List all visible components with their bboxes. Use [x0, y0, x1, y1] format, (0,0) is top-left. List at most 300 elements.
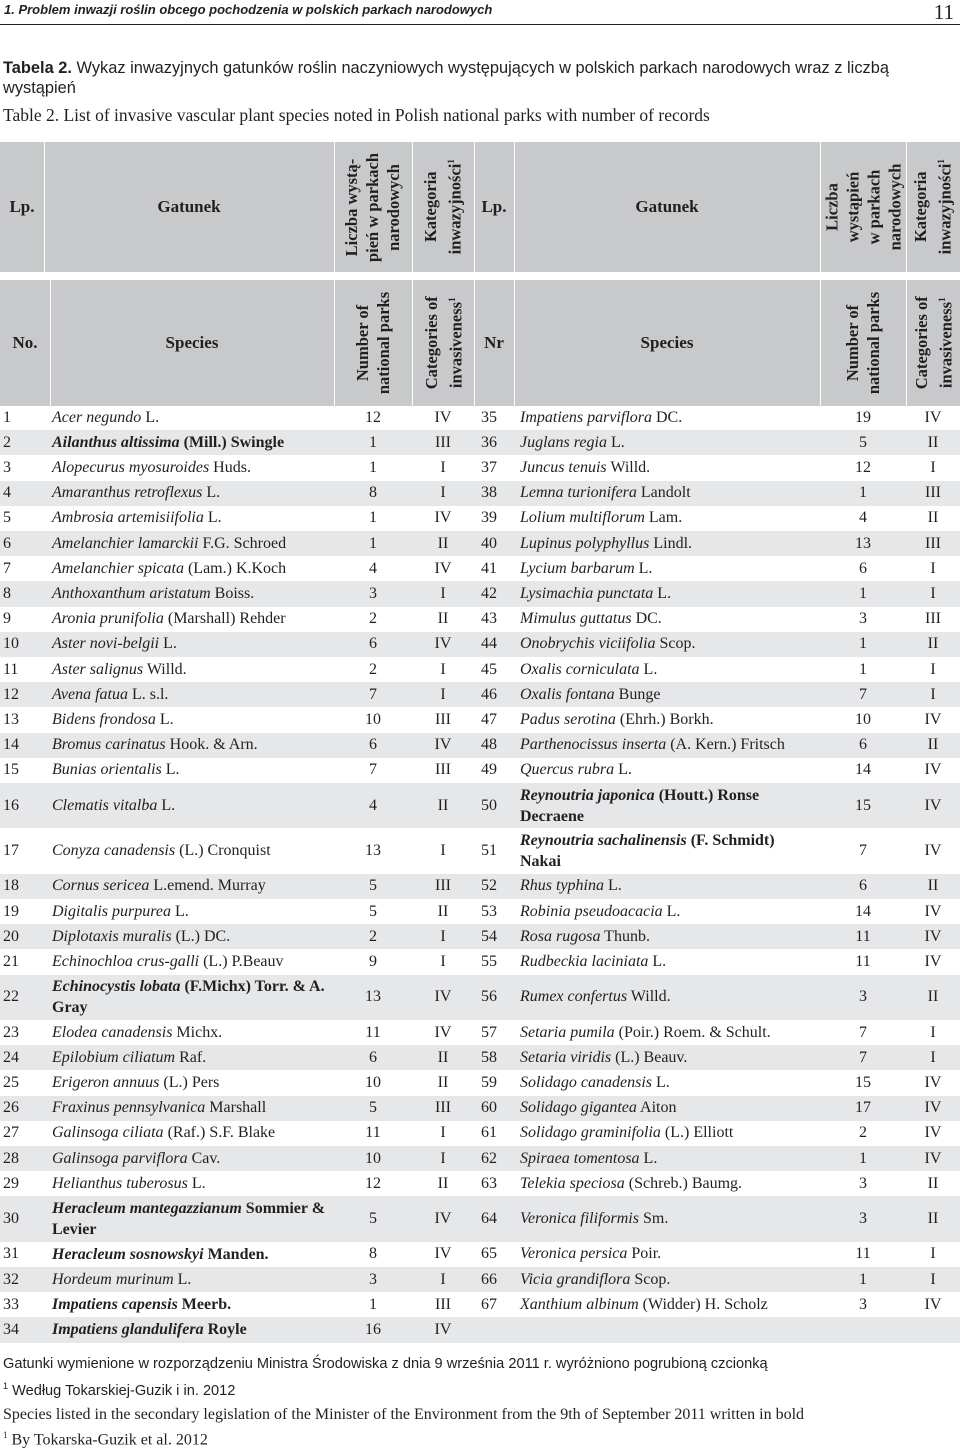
invasiveness-category-right: I	[930, 685, 936, 703]
table-row	[0, 682, 960, 707]
row-number-left: 30	[3, 1210, 19, 1228]
species-name-right: Lemna turionifera Landolt	[520, 484, 691, 502]
table-row	[0, 657, 960, 682]
table-row	[0, 1267, 960, 1292]
footnote-en-source: $^1$ By Tokarska-Guzik et al. 2012	[3, 1430, 208, 1449]
invasiveness-category-left: IV	[434, 559, 452, 577]
invasiveness-category-left: I	[440, 952, 446, 970]
invasiveness-category-left: I	[440, 584, 446, 602]
parks-count-right: 3	[859, 1174, 867, 1192]
invasiveness-category-left: III	[435, 761, 451, 779]
row-number-left: 5	[3, 509, 11, 527]
parks-count-right: 1	[859, 584, 867, 602]
row-number-left: 8	[3, 584, 11, 602]
table-row	[0, 828, 960, 873]
row-number-right: 36	[481, 433, 497, 451]
parks-count-right: 12	[855, 458, 871, 476]
parks-count-left: 1	[369, 534, 377, 552]
species-name-right: Solidago canadensis L.	[520, 1073, 670, 1091]
row-number-right: 54	[481, 927, 497, 945]
row-number-left: 14	[3, 736, 19, 754]
species-name-right: Lysimachia punctata L.	[520, 584, 672, 602]
table-row	[0, 733, 960, 758]
table-row	[0, 924, 960, 949]
species-name-right: Robinia pseudoacacia L.	[520, 902, 681, 920]
parks-count-right: 7	[859, 1048, 867, 1066]
row-number-left: 16	[3, 796, 19, 814]
row-number-left: 18	[3, 877, 19, 895]
row-number-left: 19	[3, 902, 19, 920]
parks-count-right: 17	[855, 1099, 871, 1117]
species-name-left: Amelanchier lamarckii F.G. Schroed	[52, 534, 287, 552]
species-name-left: Avena fatua L. s.l.	[52, 685, 169, 703]
species-name-left: Galinsoga parviflora Cav.	[52, 1149, 221, 1167]
invasiveness-category-right: I	[930, 1245, 936, 1263]
species-name-right: Veronica filiformis Sm.	[520, 1210, 669, 1228]
species-name-right: Oxalis fontana Bunge	[520, 685, 661, 703]
row-number-left: 10	[3, 635, 19, 653]
row-number-right: 67	[481, 1295, 497, 1313]
row-number-left: 1	[3, 408, 11, 426]
row-number-left: 29	[3, 1174, 19, 1192]
invasiveness-category-right: II	[927, 433, 939, 451]
species-name-right: Reynoutria sachalinensis (F. Schmidt) Nakai	[520, 832, 775, 871]
row-number-right: 40	[481, 534, 497, 552]
species-name-left: Erigeron annuus (L.) Pers	[52, 1073, 220, 1091]
invasiveness-category-right: IV	[924, 952, 942, 970]
invasiveness-category-right: II	[927, 509, 939, 527]
species-name-right: Lycium barbarum L.	[520, 559, 653, 577]
invasiveness-category-left: I	[440, 927, 446, 945]
header-nr: Nr	[484, 333, 504, 352]
row-number-left: 27	[3, 1124, 19, 1142]
invasiveness-category-left: I	[440, 660, 446, 678]
invasiveness-category-right: IV	[924, 1099, 942, 1117]
table-row	[0, 531, 960, 556]
parks-count-right: 1	[859, 1149, 867, 1167]
parks-count-right: 14	[855, 902, 871, 920]
table-row	[0, 1317, 960, 1342]
parks-count-right: 19	[855, 408, 871, 426]
table-row	[0, 874, 960, 899]
header-species-left: Species	[165, 333, 219, 352]
species-name-right: Telekia speciosa (Schreb.) Baumg.	[520, 1174, 743, 1192]
header-rule	[0, 24, 960, 25]
invasiveness-category-left: II	[437, 796, 449, 814]
row-number-right: 43	[481, 610, 497, 628]
row-number-left: 34	[3, 1320, 19, 1338]
parks-count-left: 10	[365, 1149, 381, 1167]
header-gatunek-right: Gatunek	[635, 197, 699, 216]
table-row	[0, 506, 960, 531]
parks-count-right: 7	[859, 842, 867, 860]
parks-count-right: 1	[859, 660, 867, 678]
invasiveness-category-right: IV	[924, 408, 942, 426]
invasiveness-category-right: I	[930, 1048, 936, 1066]
species-name-left: Impatiens glandulifera Royle	[52, 1321, 247, 1339]
species-name-right: Oxalis corniculata L.	[520, 660, 658, 678]
parks-count-left: 13	[365, 988, 381, 1006]
row-number-right: 44	[481, 635, 497, 653]
species-name-left: Alopecurus myosuroides Huds.	[52, 458, 251, 476]
parks-count-right: 11	[855, 952, 871, 970]
invasiveness-category-right: III	[925, 484, 941, 502]
parks-count-right: 1	[859, 635, 867, 653]
species-name-left: Bidens frondosa L.	[52, 710, 174, 728]
row-number-left: 3	[3, 458, 11, 476]
table-header-pl	[0, 142, 960, 272]
species-name-left: Digitalis purpurea L.	[52, 902, 189, 920]
page-number: 11	[933, 0, 954, 24]
parks-count-left: 1	[369, 1295, 377, 1313]
parks-count-right: 3	[859, 1210, 867, 1228]
row-number-left: 15	[3, 761, 19, 779]
invasiveness-category-left: IV	[434, 1023, 452, 1041]
caption-pl-text: Wykaz inwazyjnych gatunków roślin naczyniowych występujących w polskich parkach narodowych wraz z liczbą wystąpień	[3, 59, 889, 97]
header-kategoria-left: Kategoria inwazyjności$^1$	[421, 159, 465, 255]
species-name-left: Echinochloa crus-galli (L.) P.Beauv	[52, 952, 284, 970]
invasiveness-category-left: III	[435, 877, 451, 895]
table-row	[0, 632, 960, 657]
species-name-right: Veronica persica Poir.	[520, 1245, 662, 1263]
header-number-right: Number of national parks	[843, 291, 883, 395]
table-row	[0, 949, 960, 974]
table-row	[0, 899, 960, 924]
parks-count-right: 15	[855, 1073, 871, 1091]
parks-count-left: 2	[369, 610, 377, 628]
row-number-right: 42	[481, 584, 497, 602]
row-number-left: 26	[3, 1099, 19, 1117]
row-number-left: 23	[3, 1023, 19, 1041]
row-number-right: 65	[481, 1245, 497, 1263]
invasiveness-category-right: IV	[924, 1149, 942, 1167]
row-number-right: 57	[481, 1023, 497, 1041]
parks-count-right: 10	[855, 710, 871, 728]
species-name-right: Vicia grandiflora Scop.	[520, 1270, 671, 1288]
row-number-left: 6	[3, 534, 11, 552]
parks-count-left: 12	[365, 1174, 381, 1192]
table-row	[0, 481, 960, 506]
species-name-right: Rhus typhina L.	[520, 877, 622, 895]
species-name-left: Conyza canadensis (L.) Cronquist	[52, 842, 271, 860]
parks-count-right: 6	[859, 559, 867, 577]
parks-count-right: 3	[859, 988, 867, 1006]
invasiveness-category-right: I	[930, 1270, 936, 1288]
table-row	[0, 1121, 960, 1146]
parks-count-left: 2	[369, 660, 377, 678]
parks-count-right: 11	[855, 927, 871, 945]
table-row	[0, 1146, 960, 1171]
parks-count-left: 10	[365, 710, 381, 728]
species-name-right: Juncus tenuis Willd.	[520, 458, 651, 476]
species-name-left: Diplotaxis muralis (L.) DC.	[52, 927, 231, 945]
row-number-right: 52	[481, 877, 497, 895]
row-number-left: 22	[3, 988, 19, 1006]
row-number-left: 13	[3, 710, 19, 728]
parks-count-right: 11	[855, 1245, 871, 1263]
row-number-right: 58	[481, 1048, 497, 1066]
invasiveness-category-right: IV	[924, 902, 942, 920]
parks-count-left: 9	[369, 952, 377, 970]
row-number-left: 20	[3, 927, 19, 945]
row-number-left: 2	[3, 433, 11, 451]
table-caption-en: Table 2. List of invasive vascular plant species noted in Polish national parks with number of records	[3, 105, 710, 125]
parks-count-right: 14	[855, 761, 871, 779]
invasiveness-category-left: IV	[434, 736, 452, 754]
species-name-left: Ambrosia artemisiifolia L.	[52, 509, 222, 527]
invasiveness-category-right: IV	[924, 761, 942, 779]
parks-count-left: 5	[369, 1210, 377, 1228]
invasiveness-category-right: I	[930, 584, 936, 602]
species-name-left: Aster salignus Willd.	[52, 660, 187, 678]
table-row	[0, 783, 960, 828]
row-number-left: 4	[3, 484, 11, 502]
species-name-left: Cornus sericea L.emend. Murray	[52, 877, 266, 895]
row-number-left: 21	[3, 952, 19, 970]
row-number-right: 37	[481, 458, 497, 476]
header-lp-right: Lp.	[481, 197, 507, 216]
parks-count-left: 5	[369, 1099, 377, 1117]
invasiveness-category-right: IV	[924, 710, 942, 728]
table-row	[0, 405, 960, 430]
invasiveness-category-right: IV	[924, 927, 942, 945]
species-name-left: Heracleum sosnowskyi Manden.	[52, 1245, 269, 1263]
species-name-left: Bunias orientalis L.	[52, 761, 180, 779]
footnote-en-bold-note: Species listed in the secondary legislation of the Minister of the Environment from the 9th of September 2011 written in bold	[3, 1406, 805, 1423]
invasiveness-category-left: I	[440, 1149, 446, 1167]
parks-count-left: 1	[369, 458, 377, 476]
invasiveness-category-left: II	[437, 610, 449, 628]
species-name-right: Setaria pumila (Poir.) Roem. & Schult.	[520, 1023, 771, 1041]
row-number-left: 28	[3, 1149, 19, 1167]
header-number-left: Number of national parks	[353, 291, 393, 395]
table-row	[0, 707, 960, 732]
invasiveness-category-right: IV	[924, 1295, 942, 1313]
parks-count-left: 7	[369, 761, 377, 779]
parks-count-right: 6	[859, 736, 867, 754]
row-number-right: 35	[481, 408, 497, 426]
row-number-right: 53	[481, 902, 497, 920]
row-number-right: 47	[481, 710, 497, 728]
running-header	[0, 0, 960, 24]
table-row	[0, 1242, 960, 1267]
species-name-right: Rumex confertus Willd.	[520, 988, 671, 1006]
parks-count-left: 1	[369, 509, 377, 527]
invasiveness-category-left: I	[440, 458, 446, 476]
species-name-left: Fraxinus pennsylvanica Marshall	[52, 1099, 267, 1117]
species-name-left: Aster novi-belgii L.	[52, 635, 177, 653]
row-number-right: 48	[481, 736, 497, 754]
invasiveness-category-right: III	[925, 534, 941, 552]
row-number-left: 32	[3, 1270, 19, 1288]
species-name-left: Amelanchier spicata (Lam.) K.Koch	[52, 559, 287, 577]
row-number-right: 61	[481, 1124, 497, 1142]
invasiveness-category-left: III	[435, 1099, 451, 1117]
row-number-right: 49	[481, 761, 497, 779]
parks-count-right: 7	[859, 685, 867, 703]
table-row	[0, 1171, 960, 1196]
invasiveness-category-left: I	[440, 1124, 446, 1142]
parks-count-left: 5	[369, 902, 377, 920]
invasiveness-category-left: I	[440, 685, 446, 703]
table-row	[0, 556, 960, 581]
caption-pl-label: Tabela 2.	[3, 59, 72, 77]
species-name-left: Helianthus tuberosus L.	[52, 1174, 206, 1192]
row-number-right: 55	[481, 952, 497, 970]
species-name-left: Hordeum murinum L.	[52, 1270, 192, 1288]
header-categories-left: Categories of invasiveness$^1$	[421, 296, 465, 390]
invasiveness-category-right: IV	[924, 1124, 942, 1142]
header-species-right: Species	[640, 333, 694, 352]
parks-count-left: 12	[365, 408, 381, 426]
row-number-left: 12	[3, 685, 19, 703]
species-name-right: Quercus rubra L.	[520, 761, 632, 779]
invasiveness-category-right: IV	[924, 1073, 942, 1091]
header-liczba-left: Liczba wystą- pień w parkach narodowych	[342, 152, 404, 262]
species-name-right: Parthenocissus inserta (A. Kern.) Fritsch	[520, 736, 785, 754]
parks-count-left: 1	[369, 433, 377, 451]
invasiveness-category-left: II	[437, 534, 449, 552]
invasiveness-category-left: IV	[434, 1320, 452, 1338]
parks-count-right: 1	[859, 1270, 867, 1288]
invasiveness-category-right: I	[930, 660, 936, 678]
parks-count-right: 15	[855, 796, 871, 814]
header-no: No.	[12, 333, 38, 352]
header-kategoria-right: Kategoria inwazyjności$^1$	[911, 159, 955, 255]
invasiveness-category-left: II	[437, 1048, 449, 1066]
table-row	[0, 607, 960, 632]
row-number-left: 31	[3, 1245, 19, 1263]
species-name-right: Lupinus polyphyllus Lindl.	[520, 534, 693, 552]
row-number-right: 60	[481, 1099, 497, 1117]
species-name-left: Amaranthus retroflexus L.	[52, 484, 221, 502]
species-name-right: Lolium multiflorum Lam.	[520, 509, 683, 527]
parks-count-left: 11	[365, 1124, 381, 1142]
row-number-right: 38	[481, 484, 497, 502]
table-row	[0, 1020, 960, 1045]
row-number-right: 56	[481, 988, 497, 1006]
invasiveness-category-left: I	[440, 842, 446, 860]
species-name-right: Impatiens parviflora DC.	[520, 408, 683, 426]
species-name-right: Spiraea tomentosa L.	[520, 1149, 658, 1167]
table-caption-pl	[3, 58, 953, 98]
invasiveness-category-left: III	[435, 710, 451, 728]
row-number-left: 17	[3, 842, 19, 860]
species-name-right: Rudbeckia laciniata L.	[520, 952, 667, 970]
species-name-right: Reynoutria japonica (Houtt.) Ronse Decraene	[520, 786, 760, 825]
invasiveness-category-right: I	[930, 559, 936, 577]
species-name-left: Anthoxanthum aristatum Boiss.	[52, 584, 255, 602]
header-liczba-right: Liczba wystąpień w parkach narodowych	[822, 163, 905, 251]
running-head-title: 1. Problem inwazji roślin obcego pochodzenia w polskich parkach narodowych	[4, 2, 493, 17]
species-name-right: Setaria viridis (L.) Beauv.	[520, 1048, 688, 1066]
parks-count-left: 8	[369, 1245, 377, 1263]
footnote-pl-bold-note: Gatunki wymienione w rozporządzeniu Ministra Środowiska z dnia 9 września 2011 r. wyróżniono pogrubioną czcionką	[3, 1356, 768, 1372]
invasiveness-category-left: I	[440, 1270, 446, 1288]
species-name-left: Impatiens capensis Meerb.	[52, 1296, 232, 1314]
parks-count-left: 16	[365, 1320, 381, 1338]
row-number-left: 33	[3, 1295, 19, 1313]
parks-count-right: 5	[859, 433, 867, 451]
invasiveness-category-right: II	[927, 1174, 939, 1192]
header-lp-left: Lp.	[9, 197, 35, 216]
invasiveness-category-left: III	[435, 433, 451, 451]
species-name-right: Onobrychis viciifolia Scop.	[520, 635, 696, 653]
invasiveness-category-right: I	[930, 458, 936, 476]
species-name-left: Clematis vitalba L.	[52, 796, 176, 814]
header-categories-right: Categories of invasiveness$^1$	[911, 296, 955, 390]
species-name-left: Heracleum mantegazzianum Sommier & Levier	[52, 1200, 326, 1239]
table-row	[0, 1196, 960, 1241]
table-row	[0, 430, 960, 455]
species-name-left: Ailanthus altissima (Mill.) Swingle	[52, 434, 285, 452]
invasiveness-category-left: III	[435, 1295, 451, 1313]
header-gatunek-left: Gatunek	[157, 197, 221, 216]
invasiveness-category-right: III	[925, 610, 941, 628]
parks-count-left: 11	[365, 1023, 381, 1041]
parks-count-left: 6	[369, 736, 377, 754]
table-header-en	[0, 280, 960, 406]
parks-count-right: 6	[859, 877, 867, 895]
invasiveness-category-right: IV	[924, 842, 942, 860]
row-number-right: 59	[481, 1073, 497, 1091]
species-name-right: Solidago gigantea Aiton	[520, 1099, 677, 1117]
parks-count-left: 6	[369, 635, 377, 653]
invasiveness-category-left: IV	[434, 988, 452, 1006]
row-number-right: 51	[481, 842, 497, 860]
species-name-left: Elodea canadensis Michx.	[52, 1023, 223, 1041]
table-row	[0, 581, 960, 606]
species-name-right: Solidago graminifolia (L.) Elliott	[520, 1124, 734, 1142]
species-name-left: Bromus carinatus Hook. & Arn.	[52, 736, 258, 754]
parks-count-left: 3	[369, 584, 377, 602]
row-number-left: 7	[3, 559, 11, 577]
table-row	[0, 758, 960, 783]
table-row	[0, 1096, 960, 1121]
invasiveness-category-left: IV	[434, 408, 452, 426]
invasiveness-category-right: II	[927, 988, 939, 1006]
row-number-left: 9	[3, 610, 11, 628]
parks-count-left: 6	[369, 1048, 377, 1066]
parks-count-left: 13	[365, 842, 381, 860]
species-name-right: Xanthium albinum (Widder) H. Scholz	[520, 1295, 768, 1313]
invasiveness-category-left: IV	[434, 1245, 452, 1263]
species-name-right: Padus serotina (Ehrh.) Borkh.	[520, 710, 714, 728]
parks-count-left: 4	[369, 796, 377, 814]
table-row	[0, 1070, 960, 1095]
row-number-right: 50	[481, 796, 497, 814]
row-number-left: 25	[3, 1073, 19, 1091]
invasiveness-category-left: II	[437, 902, 449, 920]
table-row	[0, 1292, 960, 1317]
row-number-right: 41	[481, 559, 497, 577]
table-row	[0, 455, 960, 480]
invasiveness-category-left: IV	[434, 635, 452, 653]
species-name-right: Mimulus guttatus DC.	[520, 610, 662, 628]
row-number-right: 66	[481, 1270, 497, 1288]
row-number-left: 11	[3, 660, 19, 678]
footnote-pl-source: $^1$ Według Tokarskiej-Guzik i in. 2012	[3, 1381, 236, 1399]
parks-count-left: 3	[369, 1270, 377, 1288]
invasiveness-category-left: I	[440, 484, 446, 502]
invasiveness-category-left: II	[437, 1174, 449, 1192]
table-row	[0, 975, 960, 1020]
species-name-left: Epilobium ciliatum Raf.	[52, 1048, 207, 1066]
invasiveness-category-left: IV	[434, 509, 452, 527]
species-name-right: Juglans regia L.	[520, 433, 625, 451]
invasiveness-category-right: II	[927, 1210, 939, 1228]
invasiveness-category-right: II	[927, 736, 939, 754]
